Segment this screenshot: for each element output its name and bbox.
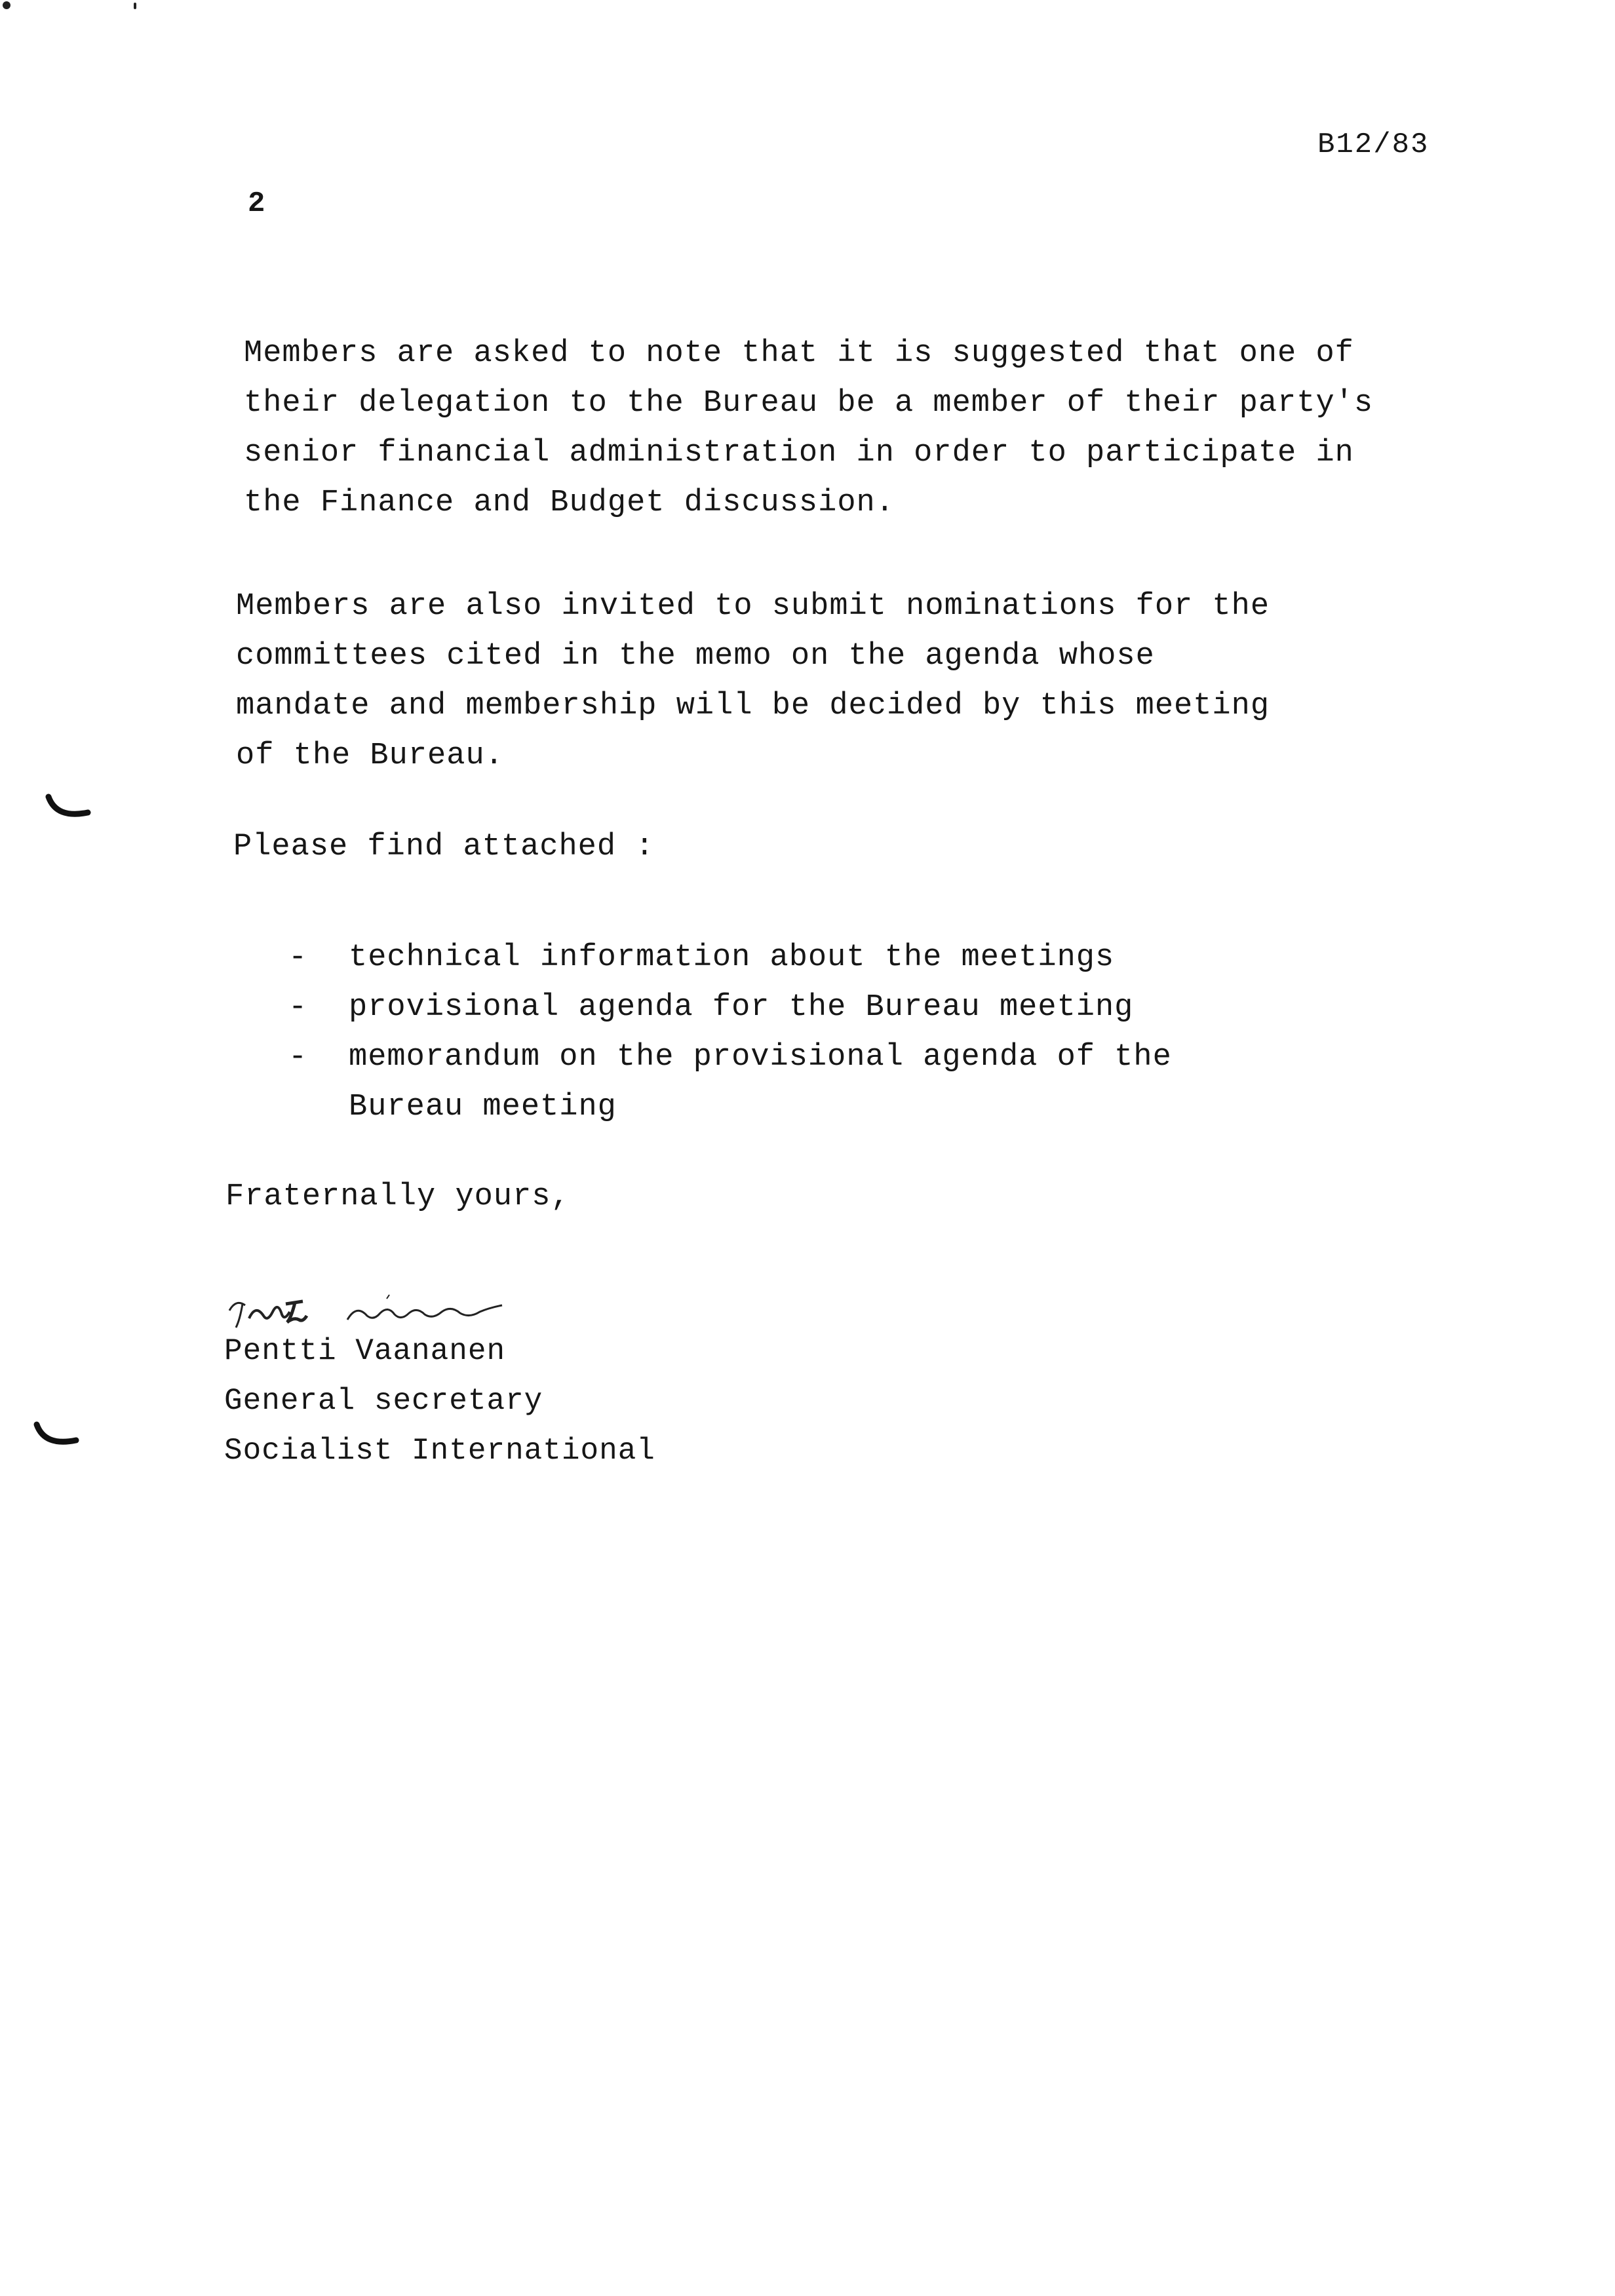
signatory-organization: Socialist International — [224, 1434, 655, 1468]
binder-hole-mark — [33, 1421, 81, 1453]
list-item-text: memorandum on the provisional agenda of the — [349, 1040, 1172, 1075]
closing-salutation: Fraternally yours, — [225, 1179, 570, 1214]
text-line: committees cited in the memo on the agenda whose — [236, 639, 1155, 674]
text-line: Members are also invited to submit nominations for the — [236, 589, 1270, 624]
scan-speck — [3, 1, 10, 9]
attachments-list — [288, 933, 1172, 1132]
signatory-title: General secretary — [224, 1384, 543, 1418]
list-item — [288, 983, 1172, 1033]
list-item — [288, 933, 1172, 983]
page-number: 2 — [248, 187, 265, 220]
list-dash: - — [288, 990, 308, 1025]
list-item — [288, 1033, 1172, 1132]
text-line: mandate and membership will be decided by this meeting — [236, 689, 1270, 723]
signature-block — [224, 1326, 655, 1476]
reference-number: B12/83 — [1317, 128, 1430, 161]
text-line: of the Bureau. — [236, 738, 504, 773]
text-line: senior financial administration in order to participate in — [244, 436, 1354, 470]
text-line: their delegation to the Bureau be a member of their party's — [244, 386, 1374, 421]
paragraph-committee-nominations — [236, 582, 1270, 781]
list-item-text: technical information about the meetings — [349, 940, 1115, 975]
list-dash: - — [288, 940, 308, 975]
list-item-text: Bureau meeting — [349, 1090, 617, 1124]
list-dash: - — [288, 1040, 308, 1075]
paragraph-finance-delegation — [244, 329, 1373, 528]
signatory-name: Pentti Vaananen — [224, 1334, 506, 1368]
text-line: the Finance and Budget discussion. — [244, 486, 895, 520]
scan-speck — [134, 3, 136, 9]
list-item-text: provisional agenda for the Bureau meeting — [349, 990, 1134, 1025]
text-line: Members are asked to note that it is suggested that one of — [244, 336, 1354, 371]
binder-hole-mark — [45, 793, 93, 826]
attachments-intro: Please find attached : — [233, 830, 655, 864]
